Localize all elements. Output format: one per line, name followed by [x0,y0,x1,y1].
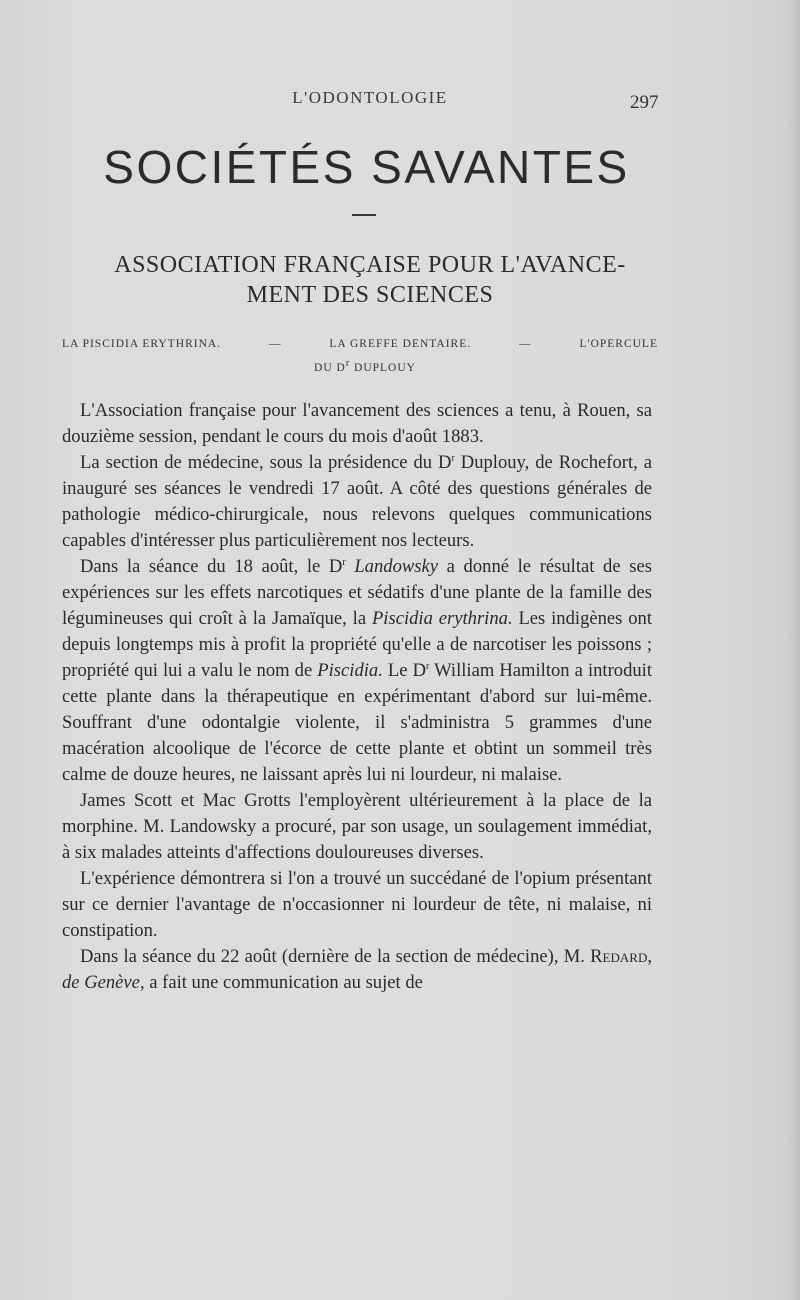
section-heading-line-1: ASSOCIATION FRANÇAISE POUR L'AVANCE- [114,252,626,278]
subheading-item-piscidia: LA PISCIDIA ERYTHRINA. [62,338,222,350]
paragraph-3-part-c: Les indigènes ont depuis longtemps mis à profit la propriété qu'elle a de narcotiser les poissons ; propriété qui lui a valu le nom de [62,608,653,681]
paragraph-6-comma: , [647,946,652,967]
subheading-separator: — [268,338,282,350]
subheading-line-2-suffix: DUPLOUY [350,362,416,374]
plant-name-short: Piscidia. [317,660,383,681]
paragraph-3-sup-2: r [426,660,430,672]
subheading-line-2-sup: r [345,358,351,370]
plant-name-full: Piscidia erythrina. [371,608,513,629]
subheading-line-2-prefix: DU D [314,362,346,374]
person-landowsky: Landowsky [354,556,439,577]
article-body [62,398,652,996]
paragraph-3 [62,554,652,788]
subheading-item-opercule: L'OPERCULE [579,338,658,350]
paragraph-3-sup-1: r [342,556,346,568]
paragraph-3-part-e: William Hamilton a introduit cette plante dans la thérapeutique en expérimentant d'abord sur lui-même. Souffrant d'une odontalgie violente, il s'administra 5 grammes d'une macération alcoolique de l'écorce de cette plante et obtint un sommeil très calme de douze heures, ne laissant après lui ni lourdeur, ni malaise. [62,660,652,785]
page-number: 297 [630,92,659,113]
page-title: SOCIÉTÉS SAVANTES [103,141,630,193]
subheading-line-2 [62,358,658,374]
paragraph-4: James Scott et Mac Grotts l'employèrent ultérieurement à la place de la morphine. M. Landowsky a procuré, par son usage, un soulagement immédiat, à six malades atteints d'affections douloureuses diverses. [62,790,652,863]
paragraph-6-part-a: Dans la séance du 22 août (dernière de la section de médecine), M. [80,946,591,967]
paragraph-3-part-a: Dans la séance du 18 août, le D [80,556,343,577]
paragraph-6 [62,944,652,996]
paragraph-3-part-d: Le D [382,660,427,681]
section-heading-line-2: MENT DES SCIENCES [246,282,494,308]
paragraph-5: L'expérience démontrera si l'on a trouvé un succédané de l'opium présentant sur ce dernier l'avantage de n'occasionner ni lourdeur de tête, ni malaise, ni constipation. [62,868,652,941]
page-edge-shadow [786,0,800,1300]
subheading-separator: — [519,338,532,350]
paragraph-6-part-b: , a fait une communication au sujet de [139,972,423,993]
title-divider [352,214,376,216]
paragraph-2 [62,450,652,554]
journal-title: L'ODONTOLOGIE [292,88,448,107]
paragraph-2-part-a: La section de médecine, sous la présidence du D [80,452,452,473]
subheading-item-greffe: LA GREFFE DENTAIRE. [329,338,472,350]
paragraph-1: L'Association française pour l'avancement des sciences a tenu, à Rouen, sa douzième session, pendant le cours du mois d'août 1883. [62,400,652,447]
running-head [0,88,800,116]
section-heading [40,250,700,310]
subheading-line-1 [62,338,658,350]
person-redard: Redard [590,946,648,967]
subheading [62,338,658,374]
place-geneve: de Genève [62,972,140,993]
paragraph-2-part-b: Duplouy, de Rochefort, a inauguré ses séances le vendredi 17 août. A côté des questions générales de pathologie médico-chirurgicale, nous relevons quelques communications capables d'intéresser plus particulièrement nos lecteurs. [62,452,652,551]
paragraph-3-part-b: a donné le résultat de ses expériences sur les effets narcotiques et sédatifs d'une plante de la famille des légumineuses qui croît à la Jamaïque, la [62,556,652,629]
paragraph-2-sup: r [451,452,455,464]
